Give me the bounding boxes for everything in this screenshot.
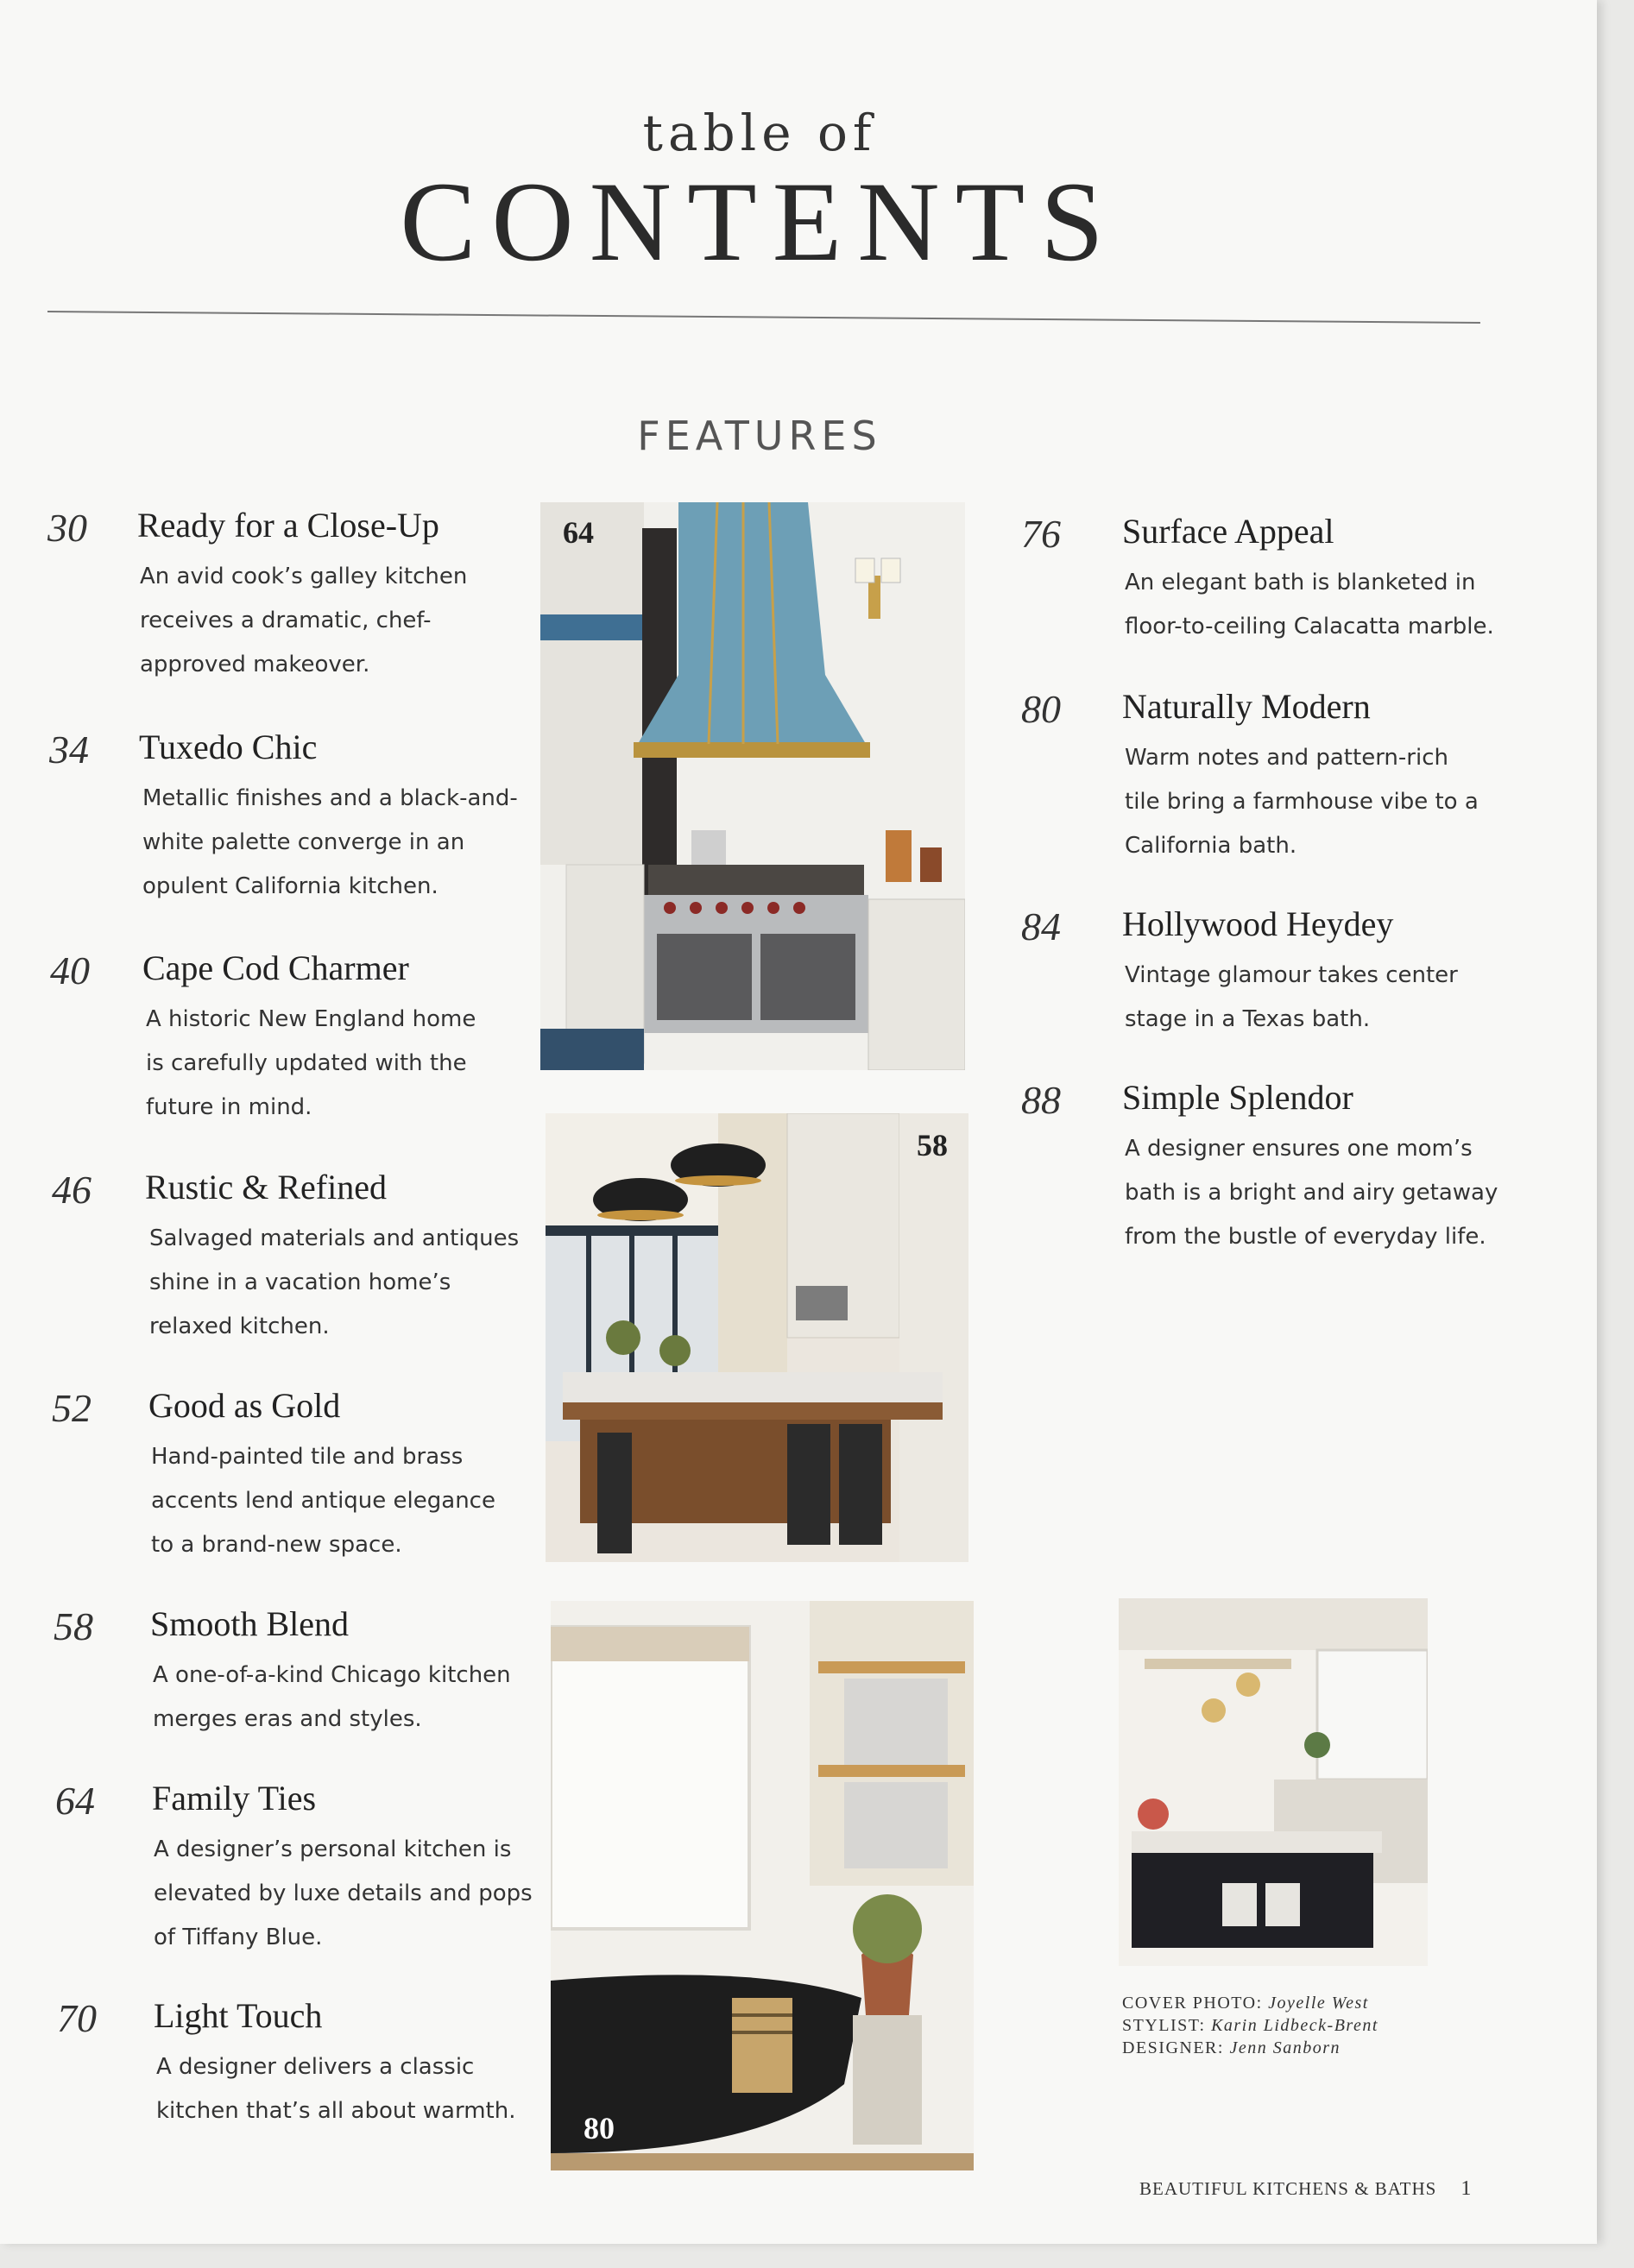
page-footer: [1139, 2177, 1472, 2201]
credit-stylist: [1122, 2014, 1378, 2037]
page-number: 34: [49, 728, 89, 772]
header-divider: [47, 311, 1480, 324]
entry-headline: Tuxedo Chic: [139, 728, 318, 766]
page-number: 76: [1021, 512, 1061, 556]
entry-headline: Light Touch: [154, 1996, 323, 2035]
photo-page-tag: 64: [563, 515, 594, 550]
page-number: 80: [1021, 687, 1061, 731]
entry-headline: Rustic & Refined: [145, 1168, 387, 1206]
magazine-name: BEAUTIFUL KITCHENS & BATHS: [1139, 2178, 1437, 2199]
page-number: 64: [55, 1779, 95, 1823]
credit-photo-label: COVER PHOTO:: [1122, 1994, 1263, 2013]
page-number: 46: [52, 1168, 91, 1212]
page-number: 84: [1021, 904, 1061, 948]
title-table-of: table of: [642, 104, 877, 162]
photo-kitchen-blue-hood-image: [540, 502, 965, 1070]
page-number: 88: [1021, 1078, 1061, 1122]
section-label-features: FEATURES: [637, 413, 882, 459]
page-number: 40: [50, 948, 90, 992]
entry-headline: Good as Gold: [148, 1386, 341, 1425]
photo-kitchen-blue-hood: [540, 502, 965, 1070]
page-number: 58: [54, 1604, 93, 1648]
photo-bathroom-tub-image: [551, 1601, 974, 2170]
title-contents: CONTENTS: [400, 158, 1120, 285]
entry-headline: Family Ties: [152, 1779, 317, 1818]
credit-designer-name: Jenn Sanborn: [1229, 2038, 1341, 2057]
entry-description: A designer’s personal kitchen is elevated by luxe details and pops of Tiffany Blue.: [154, 1836, 533, 1950]
entry-description: A historic New England home is carefully updated with the future in mind.: [146, 1006, 476, 1120]
entry-headline: Cape Cod Charmer: [142, 948, 409, 987]
entry-description: A designer ensures one mom’s bath is a bright and airy getaway from the bustle of everyday life.: [1125, 1136, 1498, 1250]
credit-designer-label: DESIGNER:: [1122, 2038, 1224, 2057]
photo-cover: [1119, 1598, 1428, 1966]
entry-headline: Smooth Blend: [150, 1604, 350, 1643]
entry-headline: Surface Appeal: [1122, 512, 1334, 551]
entry-description: Metallic finishes and a black-and-white palette converge in an opulent California kitchen.: [142, 785, 518, 899]
page-number: 52: [52, 1386, 91, 1430]
entry-description: An avid cook’s galley kitchen receives a dramatic, chef-approved makeover.: [140, 564, 468, 677]
credit-designer: [1122, 2037, 1378, 2059]
photo-kitchen-island-image: [546, 1113, 968, 1562]
entry-description: Vintage glamour takes center stage in a Texas bath.: [1125, 962, 1458, 1032]
page-number: 70: [57, 1996, 97, 2040]
photo-page-tag: 80: [584, 2111, 615, 2145]
entry-headline: Hollywood Heydey: [1122, 904, 1394, 943]
photo-kitchen-island: [546, 1113, 968, 1562]
entry-description: Warm notes and pattern-rich tile bring a farmhouse vibe to a California bath.: [1125, 745, 1479, 859]
page-number: 30: [47, 506, 87, 550]
credit-stylist-name: Karin Lidbeck-Brent: [1211, 2016, 1378, 2035]
folio-page-number: 1: [1461, 2177, 1473, 2200]
credit-photo-name: Joyelle West: [1268, 1994, 1369, 2013]
cover-credits: [1122, 1992, 1378, 2059]
entry-headline: Simple Splendor: [1122, 1078, 1353, 1117]
photo-bathroom-tub: [551, 1601, 974, 2170]
entry-description: Salvaged materials and antiques shine in a vacation home’s relaxed kitchen.: [149, 1225, 520, 1339]
credit-photo: [1122, 1992, 1378, 2014]
photo-page-tag: 58: [917, 1128, 948, 1162]
entry-headline: Ready for a Close-Up: [137, 506, 439, 545]
entry-headline: Naturally Modern: [1122, 687, 1371, 726]
credit-stylist-label: STYLIST:: [1122, 2016, 1206, 2035]
photo-cover-image: [1119, 1598, 1428, 1966]
entry-description: Hand-painted tile and brass accents lend antique elegance to a brand-new space.: [151, 1444, 495, 1558]
entry-description: An elegant bath is blanketed in floor-to-ceiling Calacatta marble.: [1125, 570, 1494, 639]
entry-description: A one-of-a-kind Chicago kitchen merges eras and styles.: [153, 1662, 511, 1732]
entry-description: A designer delivers a classic kitchen that’s all about warmth.: [156, 2054, 516, 2124]
